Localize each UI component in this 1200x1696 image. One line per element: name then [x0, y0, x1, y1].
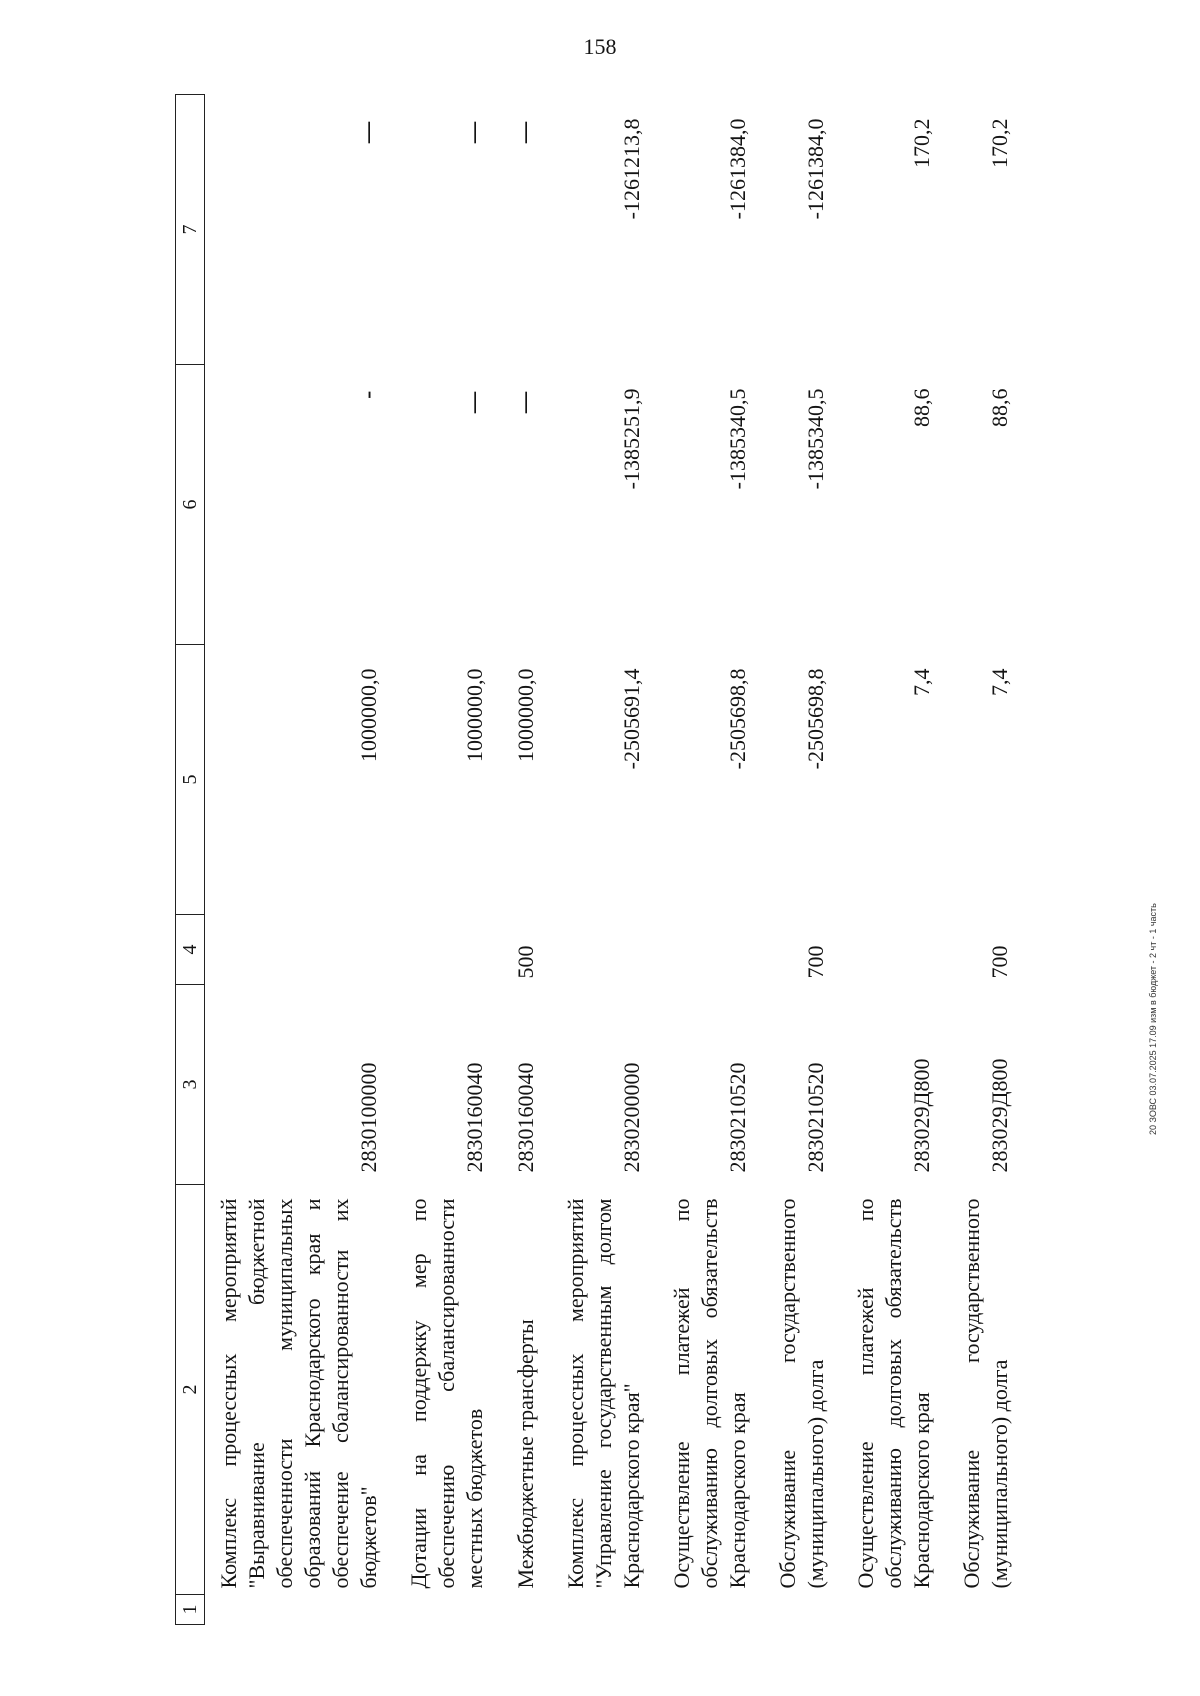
table-row: [764, 95, 842, 1625]
row-name: Осуществление платежей по обслуживанию долговых обязательств Краснодарского края: [669, 1198, 750, 1589]
column-header: 3: [176, 985, 205, 1185]
row-code: 283029Д800: [909, 1058, 934, 1173]
row-number: [501, 1595, 552, 1625]
row-number: [842, 1595, 948, 1625]
row-kvr: [842, 915, 948, 985]
table-row: [842, 95, 948, 1625]
row-kvr: [205, 915, 396, 985]
row-value-7: 170,2: [909, 118, 934, 168]
row-kvr: [658, 915, 764, 985]
table-row: [395, 95, 501, 1625]
row-number: [205, 1595, 396, 1625]
header-row: [176, 95, 205, 1625]
row-name: Комплекс процессных мероприятий "Управление государственным долгом Краснодарского края": [563, 1198, 644, 1589]
table-row: [501, 95, 552, 1625]
row-value-6: 88,6: [987, 388, 1012, 427]
row-name: Обслуживание государственного (муниципального) долга: [775, 1198, 828, 1589]
row-value-5: -2505691,4: [619, 668, 644, 770]
column-header: 1: [176, 1595, 205, 1625]
row-value-5: 7,4: [909, 668, 934, 696]
row-name: Комплекс процессных мероприятий "Выравнивание бюджетной обеспеченности муниципальных образований Краснодарского края и обеспечение сбалансированности их бюджетов": [216, 1198, 381, 1589]
row-name: Обслуживание государственного (муниципального) долга: [959, 1198, 1012, 1589]
row-value-7: -1261384,0: [803, 118, 828, 220]
row-value-6: —: [460, 390, 488, 415]
row-value-6: 88,6: [909, 388, 934, 427]
row-value-7: -1261213,8: [619, 118, 644, 220]
table-row: [658, 95, 764, 1625]
row-value-6: —: [511, 390, 539, 415]
column-header: 7: [176, 95, 205, 365]
row-number: [552, 1595, 658, 1625]
row-code: 2830200000: [619, 1062, 644, 1173]
row-value-7: —: [354, 120, 382, 145]
row-kvr: 500: [513, 945, 538, 979]
rotated-table-area: [175, 95, 1015, 1625]
row-name: Осуществление платежей по обслуживанию долговых обязательств Краснодарского края: [853, 1198, 934, 1589]
row-kvr: [395, 915, 501, 985]
row-value-5: 1000000,0: [356, 668, 381, 762]
row-name: Дотации на поддержку мер по обеспечению сбалансированности местных бюджетов: [406, 1198, 487, 1589]
row-value-5: 7,4: [987, 668, 1012, 696]
footer-file-note: 20 ЗОВС 03.07.2025 17.09 изм в бюджет - 2 чт - 1 часть: [1148, 903, 1158, 1135]
row-kvr: 700: [987, 945, 1012, 979]
row-value-7: —: [511, 120, 539, 145]
row-value-5: -2505698,8: [803, 668, 828, 770]
row-code: 2830210520: [725, 1062, 750, 1173]
row-code: 2830160040: [462, 1062, 487, 1173]
row-value-5: -2505698,8: [725, 668, 750, 770]
row-value-7: 170,2: [987, 118, 1012, 168]
row-kvr: 700: [803, 945, 828, 979]
column-header: 4: [176, 915, 205, 985]
row-number: [948, 1595, 1026, 1625]
row-value-5: 1000000,0: [462, 668, 487, 762]
row-code: 283029Д800: [987, 1058, 1012, 1173]
row-value-7: —: [460, 120, 488, 145]
column-header: 5: [176, 645, 205, 915]
row-value-5: 1000000,0: [513, 668, 538, 762]
table-row: [552, 95, 658, 1625]
page-number: 158: [583, 34, 617, 59]
row-kvr: [552, 915, 658, 985]
row-value-6: -: [354, 390, 382, 400]
budget-table: [175, 94, 1026, 1625]
table-row: [205, 95, 396, 1625]
column-header: 6: [176, 365, 205, 645]
row-code: 2830210520: [803, 1062, 828, 1173]
column-header: 2: [176, 1185, 205, 1595]
row-code: 2830100000: [356, 1062, 381, 1173]
row-name: Межбюджетные трансферты: [513, 1319, 538, 1589]
row-value-7: -1261384,0: [725, 118, 750, 220]
row-number: [395, 1595, 501, 1625]
row-value-6: -1385251,9: [619, 388, 644, 490]
row-value-6: -1385340,5: [725, 388, 750, 490]
table-row: [948, 95, 1026, 1625]
row-value-6: -1385340,5: [803, 388, 828, 490]
row-number: [658, 1595, 764, 1625]
row-code: 2830160040: [513, 1062, 538, 1173]
row-number: [764, 1595, 842, 1625]
